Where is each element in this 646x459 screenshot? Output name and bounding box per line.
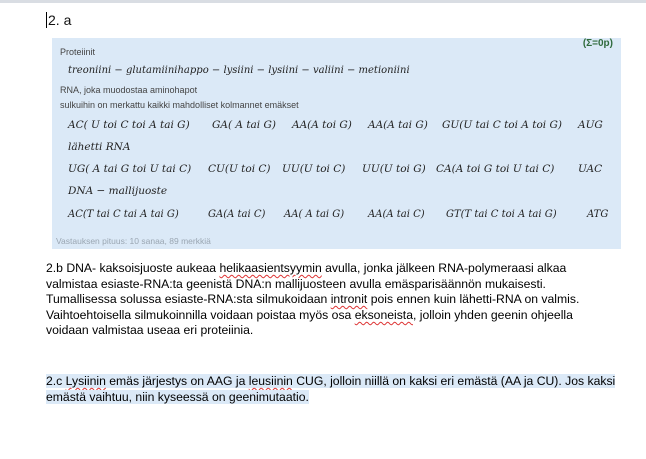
text-segment: 2.c xyxy=(46,374,66,388)
text-segment: CUG, jolloin niillä on kaksi eri emästä (AA ja CU). Jos kaksi emästä vaihtuu, niin kyseessä on geenimutaatio. xyxy=(46,374,616,404)
spellcheck-word: eksoneista xyxy=(354,307,413,322)
answer-2b-paragraph[interactable] xyxy=(46,261,616,339)
codon: AA(A toi G) xyxy=(292,119,352,131)
label-dna-template: DNA − mallijuoste xyxy=(68,185,168,197)
codon: AUG xyxy=(578,119,603,131)
label-brackets: sulkuihin on merkattu kaikki mahdolliset kolmannet emäkset xyxy=(60,100,299,110)
heading-text: 2. a xyxy=(48,12,72,28)
codon: UU(U toi C) xyxy=(282,163,346,175)
spellcheck-word: Lysiinin xyxy=(65,374,106,388)
codon: UAC xyxy=(578,163,603,175)
codon: AA( A tai G) xyxy=(284,209,345,220)
codon: CU(U toi C) xyxy=(208,163,271,175)
text-segment: pois ennen kuin lähetti-RNA on valmis. Vaihtoehtoisella silmukoinnilla voidaan poistaa myös osa xyxy=(46,292,580,322)
codon: AC( U toi C toi A tai G) xyxy=(68,119,190,131)
label-rna: RNA, joka muodostaa aminohapot xyxy=(60,85,198,95)
spellcheck-word: helikaasientsyymin xyxy=(219,261,322,275)
score-badge: (Σ=0p) xyxy=(582,38,613,49)
codon: AC(T tai C tai A tai G) xyxy=(68,209,179,220)
text-segment: avulla, jonka jälkeen RNA-polymeraasi alkaa valmistaa esiaste-RNA:ta geenistä DNA:n mallijuosteen avulla emäsparisäännön mukaisesti. Tumallisessa solussa esiaste-RNA:sta silmukoidaan xyxy=(46,261,567,307)
spellcheck-word: intronit xyxy=(330,292,368,307)
top-border xyxy=(0,0,646,3)
codon: GA( A tai G) xyxy=(212,119,276,131)
text-segment: 2.b DNA- kaksoisjuoste aukeaa xyxy=(46,261,220,275)
answer-length-info: Vastauksen pituus: 10 sanaa, 89 merkkiä xyxy=(56,236,211,246)
answer-box[interactable] xyxy=(52,38,621,249)
question-heading[interactable] xyxy=(46,12,71,28)
text-segment: emäs järjestys on AAG ja xyxy=(105,374,249,388)
amino-acid-chain: treoniini − glutamiinihappo − lysiini − lysiini − valiini − metioniini xyxy=(68,65,410,76)
text-segment: , jolloin yhden geenin ohjeella voidaan valmistaa useaa eri proteiinia. xyxy=(46,307,573,338)
text-cursor xyxy=(46,12,47,28)
label-lahetti-rna: lähetti RNA xyxy=(68,141,131,153)
spellcheck-word: leusiinin xyxy=(248,374,293,388)
answer-2c-paragraph[interactable] xyxy=(46,374,616,405)
codon: CA(A toi G toi U tai C) xyxy=(436,163,555,175)
codon: GT(T tai C toi A tai G) xyxy=(446,209,557,220)
codon: UG( A tai G toi U tai C) xyxy=(68,163,192,175)
codon: GU(U tai C toi A toi G) xyxy=(442,119,562,131)
codon: UU(U toi G) xyxy=(362,163,426,175)
codon: AA(A tai C) xyxy=(368,209,425,220)
codon: ATG xyxy=(587,209,609,220)
codon: GA(A tai C) xyxy=(208,209,266,220)
codon: AA(A tai G) xyxy=(368,119,428,131)
label-proteins: Proteiinit xyxy=(60,47,96,57)
